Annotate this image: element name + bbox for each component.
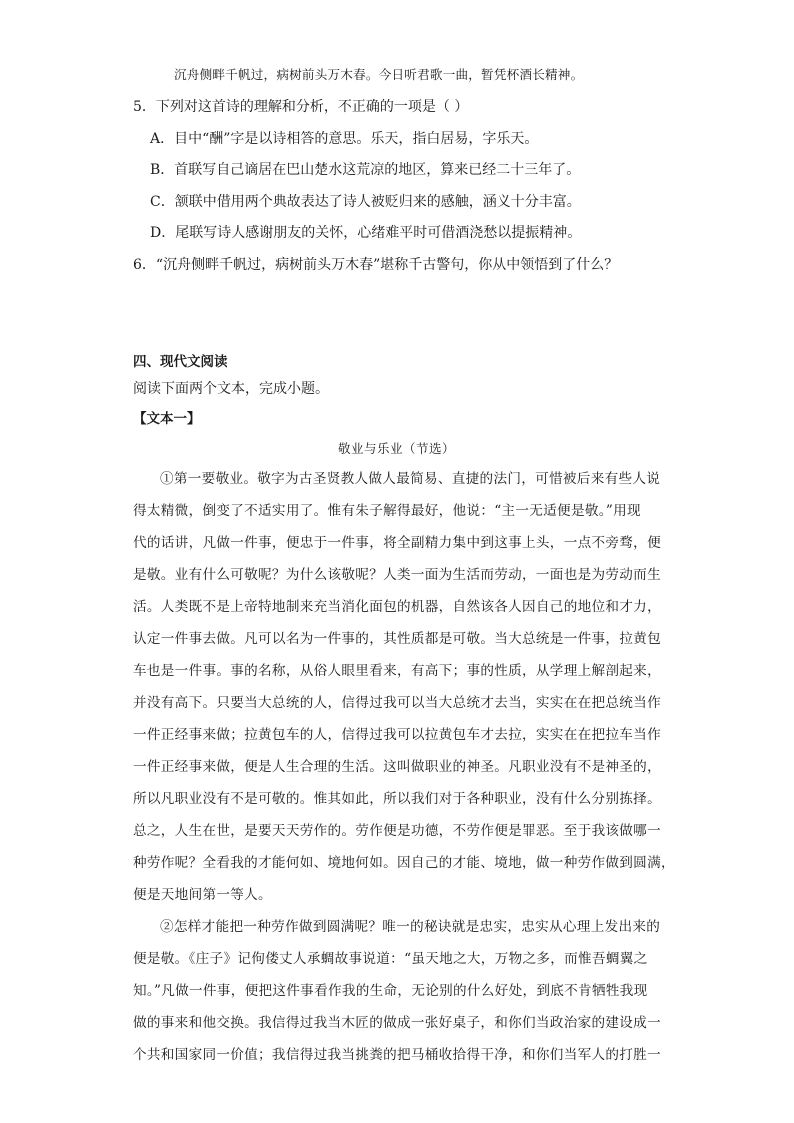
- section-heading: 四、现代文阅读: [133, 354, 228, 370]
- text-label: 【文本一】: [133, 411, 201, 427]
- article-title: 敬业与乐业（节选）: [338, 441, 456, 456]
- article-line: 是敬。业有什么可敬呢？为什么该敬呢？人类一面为生活而劳动，一面也是为劳动而生: [133, 567, 661, 583]
- article-line: 所以凡职业没有不是可敬的。惟其如此，所以我们对于各种职业，没有什么分别拣择。: [133, 791, 661, 807]
- article-line: 个共和国家同一价值；我信得过我当挑粪的把马桶收拾得干净，和你们当军人的打胜一: [133, 1047, 661, 1063]
- section-instruction: 阅读下面两个文本，完成小题。: [133, 381, 329, 397]
- article-line: 活。人类既不是上帝特地制来充当消化面包的机器，自然该各人因自己的地位和才力，: [133, 599, 661, 615]
- article-line: 一件正经事来做，便是人生合理的生活。这叫做职业的神圣。凡职业没有不是神圣的，: [133, 759, 661, 775]
- poem-line: 沉舟侧畔千帆过，病树前头万木春。今日听君歌一曲，暂凭杯酒长精神。: [174, 67, 584, 82]
- article-line: 车也是一件事。事的名称，从俗人眼里看来，有高下；事的性质，从学理上解剖起来，: [133, 663, 661, 679]
- article-line: ①第一要敬业。敬字为古圣贤教人做人最简易、直捷的法门，可惜被后来有些人说: [160, 471, 661, 487]
- article-line: 代的话讲，凡做一件事，便忠于一件事，将全副精力集中到这事上头，一点不旁骛，便: [133, 535, 661, 551]
- question-5-option-a: A．目中“酬”字是以诗相答的意思。乐天，指白居易，字乐天。: [150, 131, 539, 147]
- article-line: 种劳作呢？全看我的才能何如、境地何如。因自己的才能、境地，做一种劳作做到圆满，: [133, 855, 675, 871]
- article-line: 便是天地间第一等人。: [133, 887, 272, 903]
- question-5-option-d: D．尾联写诗人感谢朋友的关怀，心绪难平时可借酒浇愁以提振精神。: [150, 225, 582, 241]
- article-line: ②怎样才能把一种劳作做到圆满呢？唯一的秘诀就是忠实，忠实从心理上发出来的: [160, 919, 661, 935]
- article-line: 总之，人生在世，是要天天劳作的。劳作便是功德，不劳作便是罪恶。至于我该做哪一: [133, 823, 661, 839]
- question-5-option-c: C．颔联中借用两个典故表达了诗人被贬归来的感触，涵义十分丰富。: [150, 194, 581, 210]
- article-line: 做的事来和他交换。我信得过我当木匠的做成一张好桌子，和你们当政治家的建设成一: [133, 1015, 661, 1031]
- article-line: 并没有高下。只要当大总统的人，信得过我可以当大总统才去当，实实在在把总统当作: [133, 695, 661, 711]
- article-line: 一件正经事来做；拉黄包车的人，信得过我可以拉黄包车才去拉，实实在在把拉车当作: [133, 727, 661, 743]
- article-line: 认定一件事去做。凡可以名为一件事的，其性质都是可敬。当大总统是一件事，拉黄包: [133, 631, 661, 647]
- article-line: 便是敬。《庄子》记佝偻丈人承蜩故事说道：“虽天地之大，万物之多，而惟吾蜩翼之: [133, 951, 648, 967]
- article-line: 得太精微，倒变了不适实用了。惟有朱子解得最好，他说：“主一无适便是敬。”用现: [133, 503, 641, 519]
- question-5-stem: 5．下列对这首诗的理解和分析，不正确的一项是（ ）: [133, 99, 469, 115]
- article-line: 知。”凡做一件事，便把这件事看作我的生命，无论别的什么好处，到底不肯牺牲我现: [133, 983, 648, 999]
- question-5-option-b: B．首联写自己谪居在巴山楚水这荒凉的地区，算来已经二十三年了。: [150, 162, 581, 178]
- question-6: 6．“沉舟侧畔千帆过，病树前头万木春”堪称千古警句，你从中领悟到了什么？: [133, 257, 619, 273]
